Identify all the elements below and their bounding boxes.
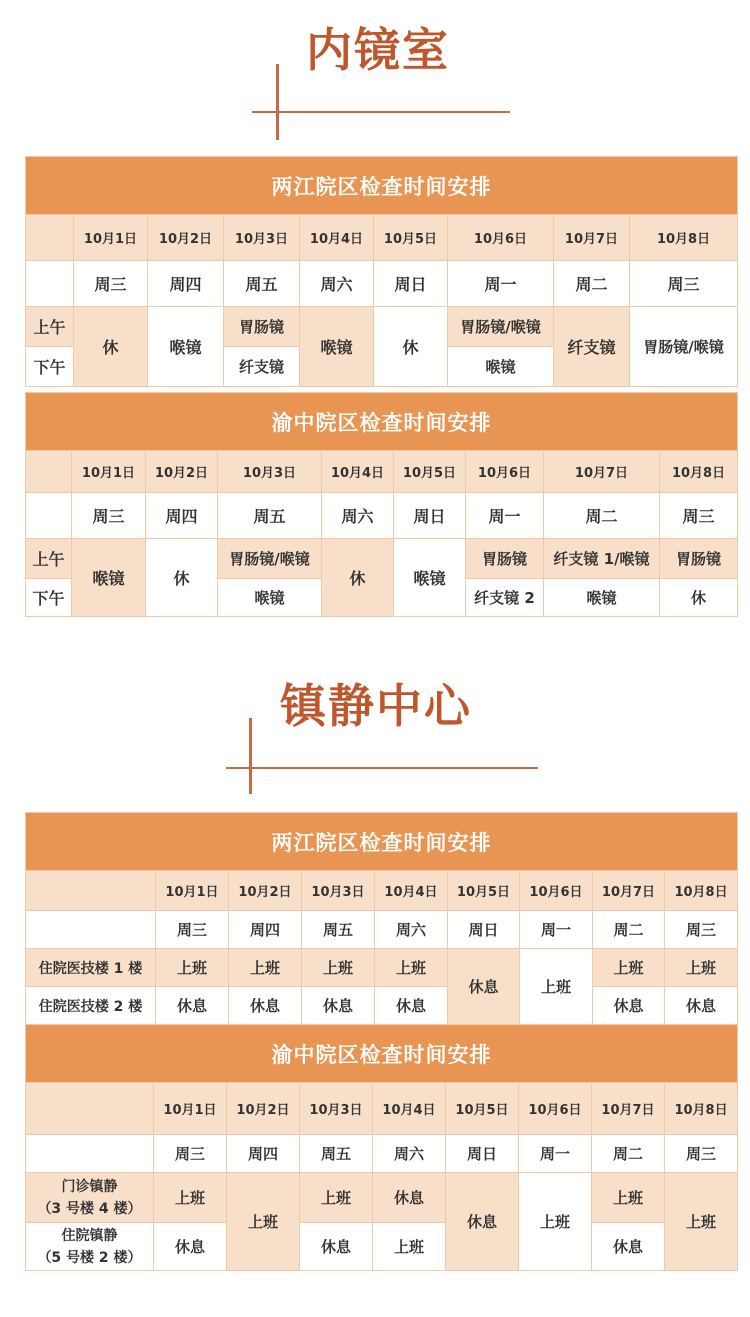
weekday-row: [26, 261, 738, 307]
schedule-cell: 上班: [520, 949, 593, 1025]
schedule-cell: 休息: [593, 987, 665, 1025]
date-cell: 10月8日: [660, 451, 738, 493]
sedation-yuzhong-table: [25, 1024, 738, 1271]
section-title-endoscopy: 内镜室: [306, 23, 450, 77]
date-cell: 10月5日: [446, 1083, 519, 1135]
title-decoration-horizontal: [226, 767, 538, 769]
weekday-cell: 周一: [448, 261, 554, 307]
floor-1-row: [26, 949, 738, 987]
date-row: [26, 215, 738, 261]
schedule-cell: 纤支镜: [224, 347, 300, 387]
weekday-cell: 周四: [148, 261, 224, 307]
date-cell: 10月6日: [448, 215, 554, 261]
weekday-cell: 周二: [544, 493, 660, 539]
location-label-place: （5 号楼 2 楼）: [37, 1249, 142, 1266]
schedule-cell: 休息: [665, 987, 738, 1025]
morning-label: 上午: [26, 307, 74, 347]
date-cell: 10月8日: [665, 871, 738, 911]
weekday-cell: 周五: [302, 911, 375, 949]
date-cell: 10月2日: [146, 451, 218, 493]
weekday-cell: 周日: [446, 1135, 519, 1173]
schedule-cell: 上班: [373, 1223, 446, 1271]
schedule-cell: 休: [146, 539, 218, 617]
morning-row: [26, 307, 738, 347]
date-cell: 10月5日: [374, 215, 448, 261]
date-cell: 10月4日: [300, 215, 374, 261]
date-cell: 10月6日: [466, 451, 544, 493]
morning-label: 上午: [26, 539, 72, 579]
weekday-cell: 周日: [374, 261, 448, 307]
weekday-cell: 周三: [665, 911, 738, 949]
schedule-cell: 上班: [229, 949, 302, 987]
weekday-cell: 周三: [154, 1135, 227, 1173]
weekday-cell: 周六: [375, 911, 448, 949]
date-cell: 10月7日: [554, 215, 630, 261]
weekday-cell: 周六: [322, 493, 394, 539]
date-cell: 10月3日: [302, 871, 375, 911]
weekday-cell: 周一: [519, 1135, 592, 1173]
schedule-cell: 上班: [154, 1173, 227, 1223]
weekday-cell: 周五: [300, 1135, 373, 1173]
schedule-cell: 喉镜: [300, 307, 374, 387]
schedule-cell: 喉镜: [218, 579, 322, 617]
schedule-cell: 休息: [156, 987, 229, 1025]
schedule-cell: 上班: [593, 949, 665, 987]
schedule-cell: 休: [74, 307, 148, 387]
campus-header: 两江院区检查时间安排: [26, 813, 738, 871]
corner-cell: [26, 1083, 154, 1135]
location-label-place: （3 号楼 4 楼）: [37, 1200, 142, 1217]
weekday-cell: 周二: [554, 261, 630, 307]
weekday-cell: 周四: [146, 493, 218, 539]
campus-header: 两江院区检查时间安排: [26, 157, 738, 215]
weekday-cell: 周一: [466, 493, 544, 539]
title-decoration-horizontal: [252, 111, 510, 113]
date-cell: 10月7日: [592, 1083, 665, 1135]
schedule-cell: 上班: [665, 949, 738, 987]
schedule-cell: 胃肠镜/喉镜: [218, 539, 322, 579]
date-cell: 10月2日: [148, 215, 224, 261]
schedule-cell: 休息: [375, 987, 448, 1025]
weekday-cell: 周三: [630, 261, 738, 307]
weekday-cell: 周二: [593, 911, 665, 949]
corner-cell: [26, 261, 74, 307]
corner-cell: [26, 493, 72, 539]
schedule-cell: 上班: [665, 1173, 738, 1271]
corner-cell: [26, 451, 72, 493]
title-decoration-vertical: [249, 718, 252, 794]
weekday-cell: 周四: [229, 911, 302, 949]
schedule-cell: 上班: [375, 949, 448, 987]
schedule-cell: 休息: [154, 1223, 227, 1271]
date-cell: 10月2日: [227, 1083, 300, 1135]
date-cell: 10月7日: [593, 871, 665, 911]
date-cell: 10月1日: [156, 871, 229, 911]
schedule-cell: 上班: [227, 1173, 300, 1271]
schedule-cell: 胃肠镜: [466, 539, 544, 579]
schedule-cell: 胃肠镜/喉镜: [630, 307, 738, 387]
schedule-cell: 胃肠镜: [660, 539, 738, 579]
location-label-name: 门诊镇静: [61, 1178, 118, 1195]
morning-row: [26, 539, 738, 579]
corner-cell: [26, 1135, 154, 1173]
date-row: [26, 451, 738, 493]
date-cell: 10月1日: [74, 215, 148, 261]
schedule-cell: 喉镜: [448, 347, 554, 387]
date-cell: 10月5日: [448, 871, 520, 911]
title-decoration-vertical: [276, 64, 279, 140]
weekday-row: [26, 493, 738, 539]
schedule-cell: 休息: [592, 1223, 665, 1271]
schedule-cell: 纤支镜 2: [466, 579, 544, 617]
endoscopy-liangjiang-table: [25, 156, 738, 387]
date-cell: 10月4日: [322, 451, 394, 493]
schedule-cell: 喉镜: [394, 539, 466, 617]
weekday-cell: 周三: [156, 911, 229, 949]
schedule-cell: 喉镜: [72, 539, 146, 617]
afternoon-label: 下午: [26, 579, 72, 617]
weekday-row: [26, 1135, 738, 1173]
weekday-cell: 周六: [373, 1135, 446, 1173]
weekday-cell: 周三: [665, 1135, 738, 1173]
schedule-cell: 休息: [300, 1223, 373, 1271]
corner-cell: [26, 911, 156, 949]
location-label: 住院医技楼 2 楼: [26, 987, 156, 1025]
date-cell: 10月1日: [154, 1083, 227, 1135]
date-cell: 10月3日: [300, 1083, 373, 1135]
date-row: [26, 871, 738, 911]
campus-header: 渝中院区检查时间安排: [26, 393, 738, 451]
outpatient-row: [26, 1173, 738, 1223]
weekday-cell: 周三: [660, 493, 738, 539]
weekday-cell: 周六: [300, 261, 374, 307]
schedule-cell: 休息: [446, 1173, 519, 1271]
weekday-cell: 周五: [224, 261, 300, 307]
inpatient-row: [26, 1223, 738, 1271]
schedule-cell: 上班: [302, 949, 375, 987]
date-cell: 10月4日: [373, 1083, 446, 1135]
date-cell: 10月8日: [665, 1083, 738, 1135]
weekday-cell: 周日: [394, 493, 466, 539]
date-cell: 10月6日: [520, 871, 593, 911]
campus-header: 渝中院区检查时间安排: [26, 1025, 738, 1083]
schedule-cell: 休息: [229, 987, 302, 1025]
date-row: [26, 1083, 738, 1135]
schedule-cell: 休息: [448, 949, 520, 1025]
date-cell: 10月7日: [544, 451, 660, 493]
schedule-cell: 休息: [373, 1173, 446, 1223]
location-label-name: 住院镇静: [61, 1227, 118, 1244]
date-cell: 10月3日: [224, 215, 300, 261]
date-cell: 10月1日: [72, 451, 146, 493]
weekday-cell: 周四: [227, 1135, 300, 1173]
corner-cell: [26, 871, 156, 911]
schedule-cell: 上班: [519, 1173, 592, 1271]
schedule-cell: 喉镜: [148, 307, 224, 387]
weekday-cell: 周一: [520, 911, 593, 949]
location-label: [26, 1173, 154, 1223]
endoscopy-yuzhong-table: [25, 392, 738, 617]
date-cell: 10月4日: [375, 871, 448, 911]
section-title-sedation: 镇静中心: [280, 679, 472, 733]
schedule-cell: 上班: [156, 949, 229, 987]
schedule-cell: 休: [660, 579, 738, 617]
schedule-cell: 纤支镜 1/喉镜: [544, 539, 660, 579]
afternoon-label: 下午: [26, 347, 74, 387]
date-cell: 10月8日: [630, 215, 738, 261]
weekday-cell: 周二: [592, 1135, 665, 1173]
schedule-cell: 纤支镜: [554, 307, 630, 387]
date-cell: 10月3日: [218, 451, 322, 493]
weekday-cell: 周日: [448, 911, 520, 949]
schedule-cell: 休: [374, 307, 448, 387]
schedule-cell: 胃肠镜: [224, 307, 300, 347]
schedule-cell: 胃肠镜/喉镜: [448, 307, 554, 347]
weekday-row: [26, 911, 738, 949]
weekday-cell: 周三: [74, 261, 148, 307]
weekday-cell: 周五: [218, 493, 322, 539]
schedule-cell: 喉镜: [544, 579, 660, 617]
sedation-liangjiang-table: [25, 812, 738, 1025]
schedule-cell: 休: [322, 539, 394, 617]
date-cell: 10月5日: [394, 451, 466, 493]
weekday-cell: 周三: [72, 493, 146, 539]
schedule-cell: 上班: [592, 1173, 665, 1223]
location-label: [26, 1223, 154, 1271]
schedule-cell: 上班: [300, 1173, 373, 1223]
corner-cell: [26, 215, 74, 261]
schedule-cell: 休息: [302, 987, 375, 1025]
location-label: 住院医技楼 1 楼: [26, 949, 156, 987]
floor-2-row: [26, 987, 738, 1025]
date-cell: 10月6日: [519, 1083, 592, 1135]
date-cell: 10月2日: [229, 871, 302, 911]
